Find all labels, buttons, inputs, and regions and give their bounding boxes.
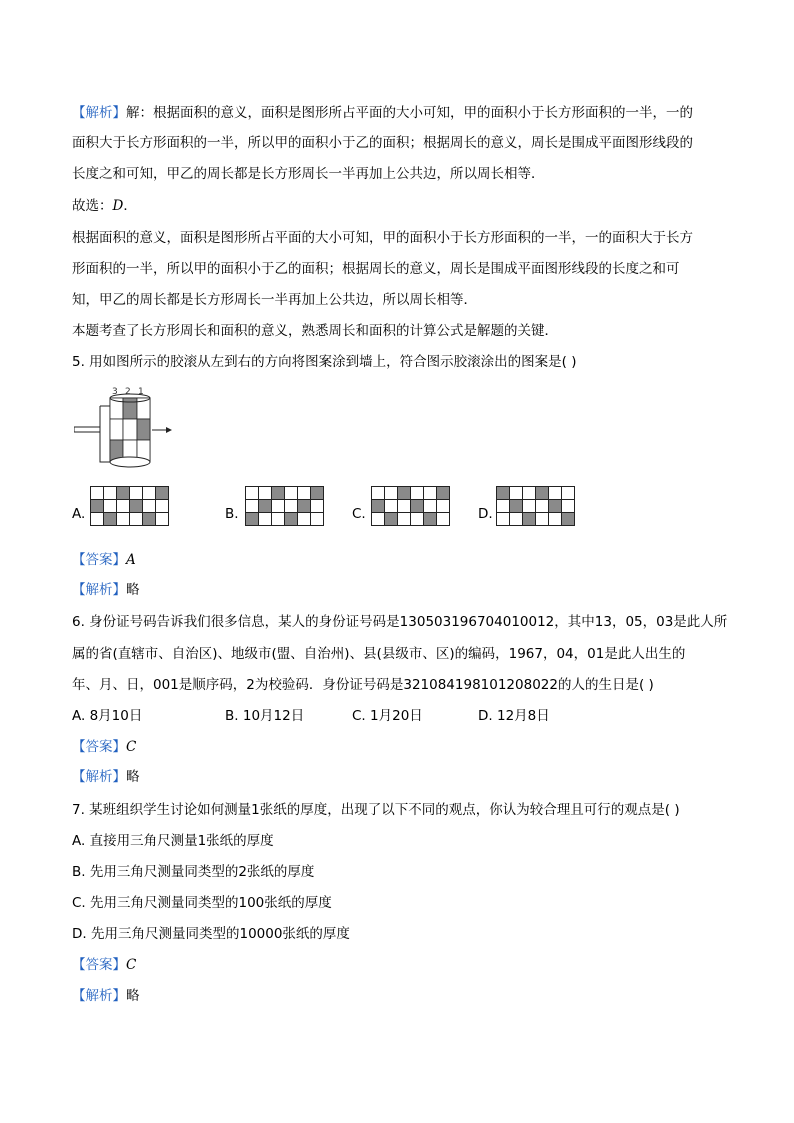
answer-value: A	[126, 552, 136, 568]
q4-analysis-line-3: 长度之和可知，甲乙的周长都是长方形周长一半再加上公共边，所以周长相等．	[72, 166, 545, 182]
q7-analysis	[72, 986, 140, 1006]
pattern-cell	[424, 513, 437, 526]
q4-choice-line	[72, 196, 137, 216]
pattern-cell	[272, 487, 285, 500]
roller-figure	[74, 384, 184, 470]
pattern-cell	[497, 487, 510, 500]
pattern-cell	[510, 487, 523, 500]
pattern-cell	[285, 500, 298, 513]
q7-option-a[interactable]: A. 直接用三角尺测量1张纸的厚度	[72, 833, 274, 849]
pattern-cell	[259, 487, 272, 500]
pattern-cell	[372, 513, 385, 526]
analysis-tag: 【解析】	[72, 582, 126, 598]
option-text: 8月10日	[89, 708, 143, 724]
pattern-cell	[536, 500, 549, 513]
pattern-cell	[385, 500, 398, 513]
pattern-cell	[259, 500, 272, 513]
pattern-cell	[143, 487, 156, 500]
roller-cells	[110, 398, 150, 462]
option-text: 12月8日	[496, 708, 550, 724]
q7-answer	[72, 955, 136, 975]
q4-para-line-1: 根据面积的意义，面积是图形所占平面的大小可知，甲的面积小于长方形面积的一半，一的面积大于长方	[72, 230, 693, 246]
choice-suffix: ．	[123, 198, 137, 214]
pattern-cell	[117, 487, 130, 500]
pattern-cell	[298, 487, 311, 500]
pattern-cell	[549, 513, 562, 526]
q4-analysis-line-1	[72, 103, 693, 123]
q4-analysis-line-2: 面积大于长方形面积的一半，所以甲的面积小于乙的面积；根据周长的意义，周长是围成平面图形线段的	[72, 135, 693, 151]
pattern-cell	[272, 513, 285, 526]
q4-para-line-3: 知，甲乙的周长都是长方形周长一半再加上公共边，所以周长相等．	[72, 292, 477, 308]
answer-value: C	[126, 957, 137, 973]
q4-para-line-2: 形面积的一半，所以甲的面积小于乙的面积；根据周长的意义，周长是围成平面图形线段的长度之和可	[72, 261, 680, 277]
pattern-cell	[437, 500, 450, 513]
option-label: B.	[225, 708, 239, 724]
q5-stem: 5. 用如图所示的胶滚从左到右的方向将图案涂到墙上，符合图示胶滚涂出的图案是( )	[72, 354, 577, 370]
pattern-cell	[246, 487, 259, 500]
pattern-cell	[156, 500, 169, 513]
q6-option-b[interactable]	[225, 706, 304, 726]
q5-option-b-pattern[interactable]	[245, 486, 324, 526]
pattern-cell	[562, 487, 575, 500]
pattern-cell	[311, 513, 324, 526]
pattern-cell	[104, 513, 117, 526]
pattern-cell	[523, 487, 536, 500]
pattern-cell	[510, 500, 523, 513]
pattern-cell	[143, 513, 156, 526]
pattern-cell	[398, 513, 411, 526]
pattern-cell	[156, 487, 169, 500]
pattern-cell	[549, 487, 562, 500]
choice-prefix: 故选：	[72, 198, 113, 214]
pattern-cell	[156, 513, 169, 526]
pattern-cell	[411, 500, 424, 513]
pattern-cell	[130, 500, 143, 513]
pattern-cell	[130, 487, 143, 500]
q6-analysis	[72, 767, 140, 787]
q5-option-b-label[interactable]: B.	[225, 506, 239, 522]
pattern-cell	[411, 513, 424, 526]
pattern-cell	[562, 513, 575, 526]
q5-option-a-label[interactable]: A.	[72, 506, 86, 522]
pattern-cell	[437, 513, 450, 526]
roller-number-2: 2	[125, 387, 131, 397]
pattern-cell	[411, 487, 424, 500]
pattern-cell	[117, 513, 130, 526]
answer-tag: 【答案】	[72, 552, 126, 568]
option-text: 10月12日	[242, 708, 305, 724]
q6-stem-line-2: 属的省(直辖市、自治区)、地级市(盟、自治州)、县(县级市、区)的编码，1967，04，01是此人出生的	[72, 646, 686, 662]
pattern-cell	[536, 487, 549, 500]
answer-tag: 【答案】	[72, 739, 126, 755]
pattern-cell	[523, 500, 536, 513]
q5-option-a-pattern[interactable]	[90, 486, 169, 526]
pattern-cell	[437, 487, 450, 500]
pattern-cell	[311, 500, 324, 513]
q5-analysis	[72, 580, 140, 600]
q7-option-c[interactable]: C. 先用三角尺测量同类型的100张纸的厚度	[72, 895, 332, 911]
option-label: D.	[478, 708, 493, 724]
option-label: A.	[72, 708, 86, 724]
q6-option-a[interactable]	[72, 706, 142, 726]
pattern-cell	[385, 513, 398, 526]
q6-option-d[interactable]	[478, 706, 550, 726]
analysis-tag: 【解析】	[72, 769, 126, 785]
pattern-cell	[398, 500, 411, 513]
pattern-cell	[398, 487, 411, 500]
pattern-cell	[510, 513, 523, 526]
pattern-cell	[130, 513, 143, 526]
pattern-cell	[424, 500, 437, 513]
pattern-cell	[562, 500, 575, 513]
answer-tag: 【答案】	[72, 957, 126, 973]
q5-answer	[72, 550, 136, 570]
q7-stem: 7. 某班组织学生讨论如何测量1张纸的厚度，出现了以下不同的观点，你认为较合理且可行的观点是( )	[72, 802, 680, 818]
option-text: 1月20日	[370, 708, 423, 724]
pattern-cell	[246, 513, 259, 526]
pattern-cell	[272, 500, 285, 513]
q6-option-c[interactable]	[352, 706, 423, 726]
pattern-cell	[298, 500, 311, 513]
pattern-cell	[104, 487, 117, 500]
q5-option-c-label[interactable]: C.	[352, 506, 366, 522]
q6-answer	[72, 737, 136, 757]
pattern-cell	[536, 513, 549, 526]
analysis-tag: 【解析】	[72, 105, 126, 121]
pattern-cell	[117, 500, 130, 513]
q5-option-d-pattern[interactable]	[496, 486, 575, 526]
pattern-cell	[91, 513, 104, 526]
analysis-value: 略	[126, 769, 140, 785]
pattern-cell	[497, 513, 510, 526]
q4-para-line-4: 本题考查了长方形周长和面积的意义，熟悉周长和面积的计算公式是解题的关键．	[72, 323, 558, 339]
pattern-cell	[424, 487, 437, 500]
analysis-tag: 【解析】	[72, 988, 126, 1004]
pattern-cell	[104, 500, 117, 513]
pattern-cell	[385, 487, 398, 500]
q6-stem-line-3: 年、月、日，001是顺序码，2为校验码．身份证号码是321084198101208022的人的生日是( )	[72, 677, 654, 693]
pattern-cell	[285, 513, 298, 526]
pattern-cell	[91, 500, 104, 513]
q7-option-b[interactable]: B. 先用三角尺测量同类型的2张纸的厚度	[72, 864, 315, 880]
pattern-cell	[298, 513, 311, 526]
analysis-value: 略	[126, 582, 140, 598]
q6-stem-line-1: 6. 身份证号码告诉我们很多信息，某人的身份证号码是130503196704010012，其中13，05，03是此人所	[72, 614, 728, 630]
roller-number-3: 3	[112, 387, 118, 397]
pattern-cell	[91, 487, 104, 500]
pattern-cell	[497, 500, 510, 513]
pattern-cell	[285, 487, 298, 500]
option-label: C.	[352, 708, 366, 724]
pattern-cell	[246, 500, 259, 513]
pattern-cell	[259, 513, 272, 526]
q7-option-d[interactable]: D. 先用三角尺测量同类型的10000张纸的厚度	[72, 926, 350, 942]
pattern-cell	[143, 500, 156, 513]
choice-letter: D	[112, 198, 124, 214]
pattern-cell	[372, 487, 385, 500]
pattern-cell	[311, 487, 324, 500]
answer-value: C	[126, 739, 137, 755]
roller-number-1: 1	[138, 387, 144, 397]
q5-option-d-label[interactable]: D.	[478, 506, 493, 522]
pattern-cell	[549, 500, 562, 513]
pattern-cell	[372, 500, 385, 513]
analysis-value: 略	[126, 988, 140, 1004]
q5-option-c-pattern[interactable]	[371, 486, 450, 526]
pattern-cell	[523, 513, 536, 526]
analysis-text: 解：根据面积的意义，面积是图形所占平面的大小可知，甲的面积小于长方形面积的一半，一的	[126, 105, 693, 121]
